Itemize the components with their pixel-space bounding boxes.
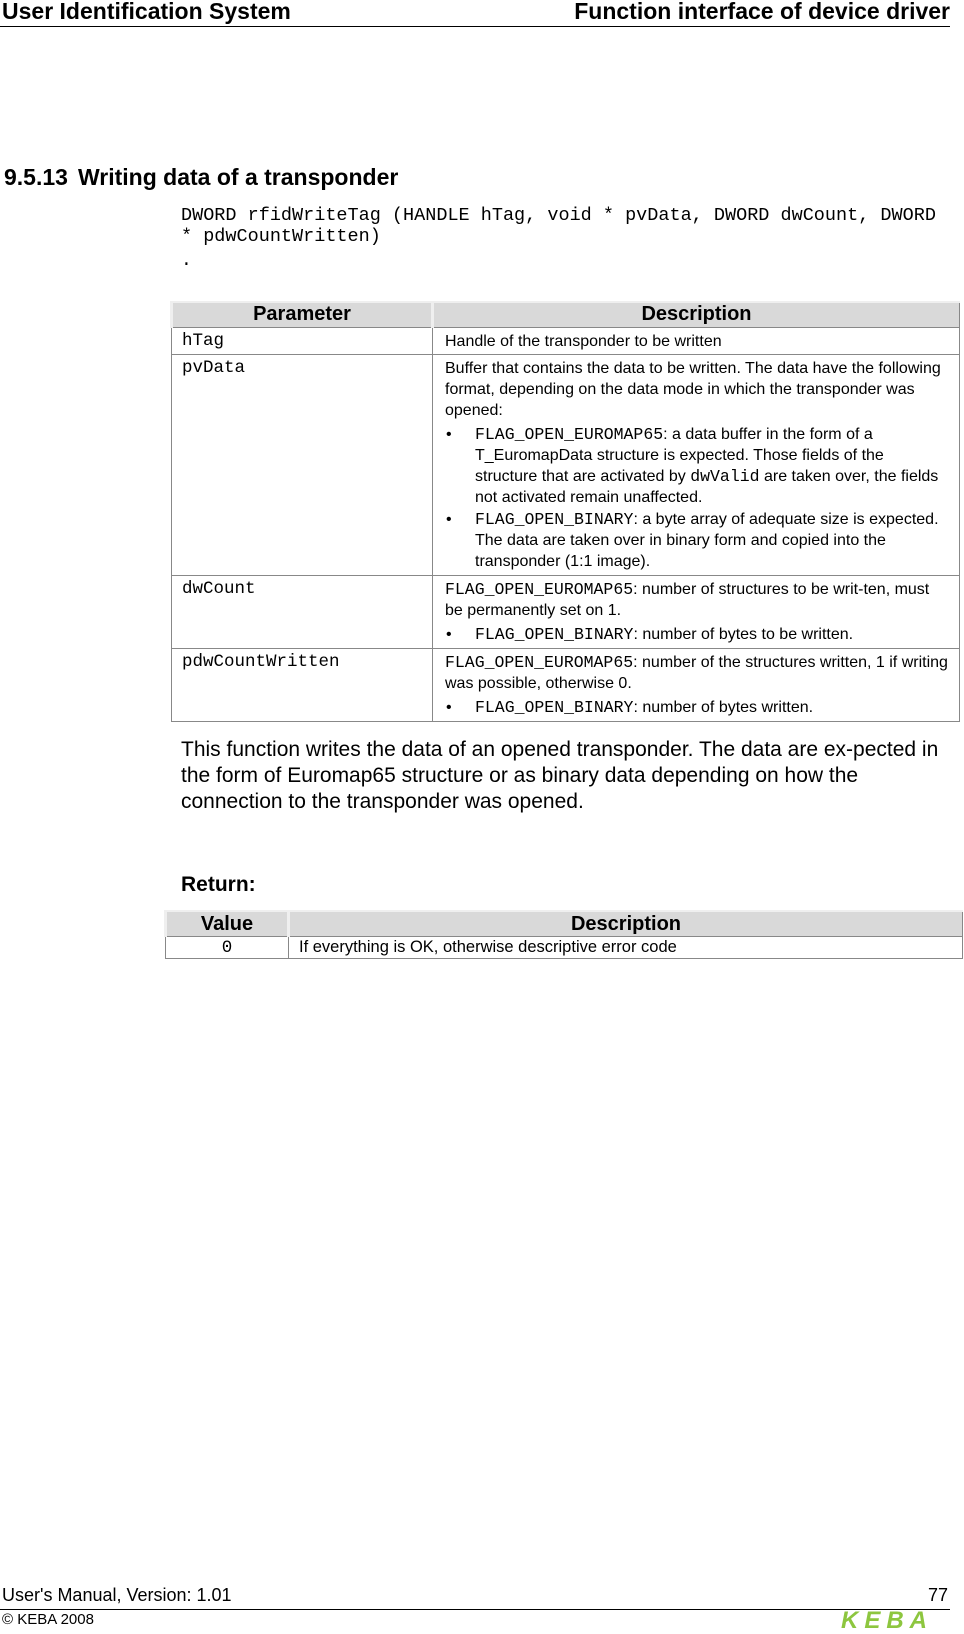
return-desc: If everything is OK, otherwise descriptive error code	[289, 937, 963, 959]
list-item	[445, 424, 949, 508]
list-item	[445, 697, 949, 718]
flag-code: FLAG_OPEN_EUROMAP65	[475, 425, 664, 444]
param-desc: Handle of the transponder to be written	[433, 328, 960, 355]
inline-code: dwValid	[690, 467, 760, 486]
flag-code: FLAG_OPEN_BINARY	[475, 625, 634, 644]
header-title-right: Function interface of device driver	[574, 0, 950, 24]
keba-logo	[839, 1609, 951, 1634]
param-name: hTag	[172, 328, 433, 355]
return-label: Return:	[181, 873, 256, 896]
function-prototype: DWORD rfidWriteTag (HANDLE hTag, void * pvData, DWORD dwCount, DWORD * pdwCountWritten)	[181, 205, 936, 247]
flag-code: FLAG_OPEN_BINARY	[475, 698, 634, 717]
list-item-text: : a data buffer in the form of a T_EuromapData structure is expected. Those fields of the structure that are activated by	[475, 426, 884, 485]
param-desc	[433, 355, 960, 576]
copyright: © KEBA 2008	[2, 1611, 94, 1628]
param-name: dwCount	[172, 576, 433, 649]
param-desc-text	[445, 579, 949, 621]
list-item-text: : number of bytes written.	[633, 699, 814, 716]
logo-text: KEBA	[841, 1609, 934, 1629]
header-title-left: User Identification System	[2, 0, 291, 24]
value-header: Value	[166, 911, 289, 937]
prototype-dot: .	[181, 251, 192, 271]
list-item-text: : number of bytes to be written.	[633, 626, 854, 643]
bullet-list	[445, 624, 949, 645]
list-item	[445, 509, 949, 572]
section-title: Writing data of a transponder	[78, 164, 399, 190]
return-table-header	[166, 911, 963, 937]
list-item-text: : a byte array of adequate size is expected. The data are taken over in binary form and copied into the transponder (1:1 image).	[475, 511, 939, 570]
page-number: 77	[927, 1585, 948, 1605]
param-name: pdwCountWritten	[172, 649, 433, 722]
section-number: 9.5.13	[4, 164, 68, 190]
description-paragraph: This function writes the data of an opened transponder. The data are ex-pected in the form of Euromap65 structure or as binary data depending on how the connection to the transponder was opened.	[181, 738, 939, 813]
return-table	[164, 910, 963, 959]
table-row	[172, 355, 960, 576]
list-item	[445, 624, 949, 645]
desc-text: : number of the structures written, 1 if writing was possible, otherwise 0.	[445, 654, 948, 692]
desc-text: : number of structures to be writ-ten, must be permanently set on 1.	[445, 581, 930, 619]
param-name: pvData	[172, 355, 433, 576]
param-desc-text	[445, 652, 949, 694]
return-value: 0	[166, 937, 289, 959]
list-item-text: are taken over, the fields not activated remain unaffected.	[475, 468, 939, 506]
flag-code: FLAG_OPEN_EUROMAP65	[445, 653, 634, 672]
parameter-table	[170, 301, 960, 722]
table-row	[172, 328, 960, 355]
param-desc	[433, 576, 960, 649]
bullet-list	[445, 697, 949, 718]
page-footer	[0, 1585, 950, 1610]
param-desc	[433, 649, 960, 722]
section-heading	[4, 164, 398, 191]
description-header: Description	[433, 302, 960, 328]
manual-version: User's Manual, Version: 1.01	[2, 1585, 232, 1605]
flag-code: FLAG_OPEN_BINARY	[475, 510, 634, 529]
parameter-table-header	[172, 302, 960, 328]
description-header: Description	[289, 911, 963, 937]
bullet-list	[445, 424, 949, 572]
table-row	[172, 576, 960, 649]
param-desc-text: Buffer that contains the data to be written. The data have the following format, depending on the data mode in which the transponder was opened:	[445, 360, 941, 419]
flag-code: FLAG_OPEN_EUROMAP65	[445, 580, 634, 599]
table-row	[166, 937, 963, 959]
table-row	[172, 649, 960, 722]
keba-logo-icon	[839, 1609, 951, 1629]
parameter-header: Parameter	[172, 302, 433, 328]
page-header	[0, 0, 950, 27]
